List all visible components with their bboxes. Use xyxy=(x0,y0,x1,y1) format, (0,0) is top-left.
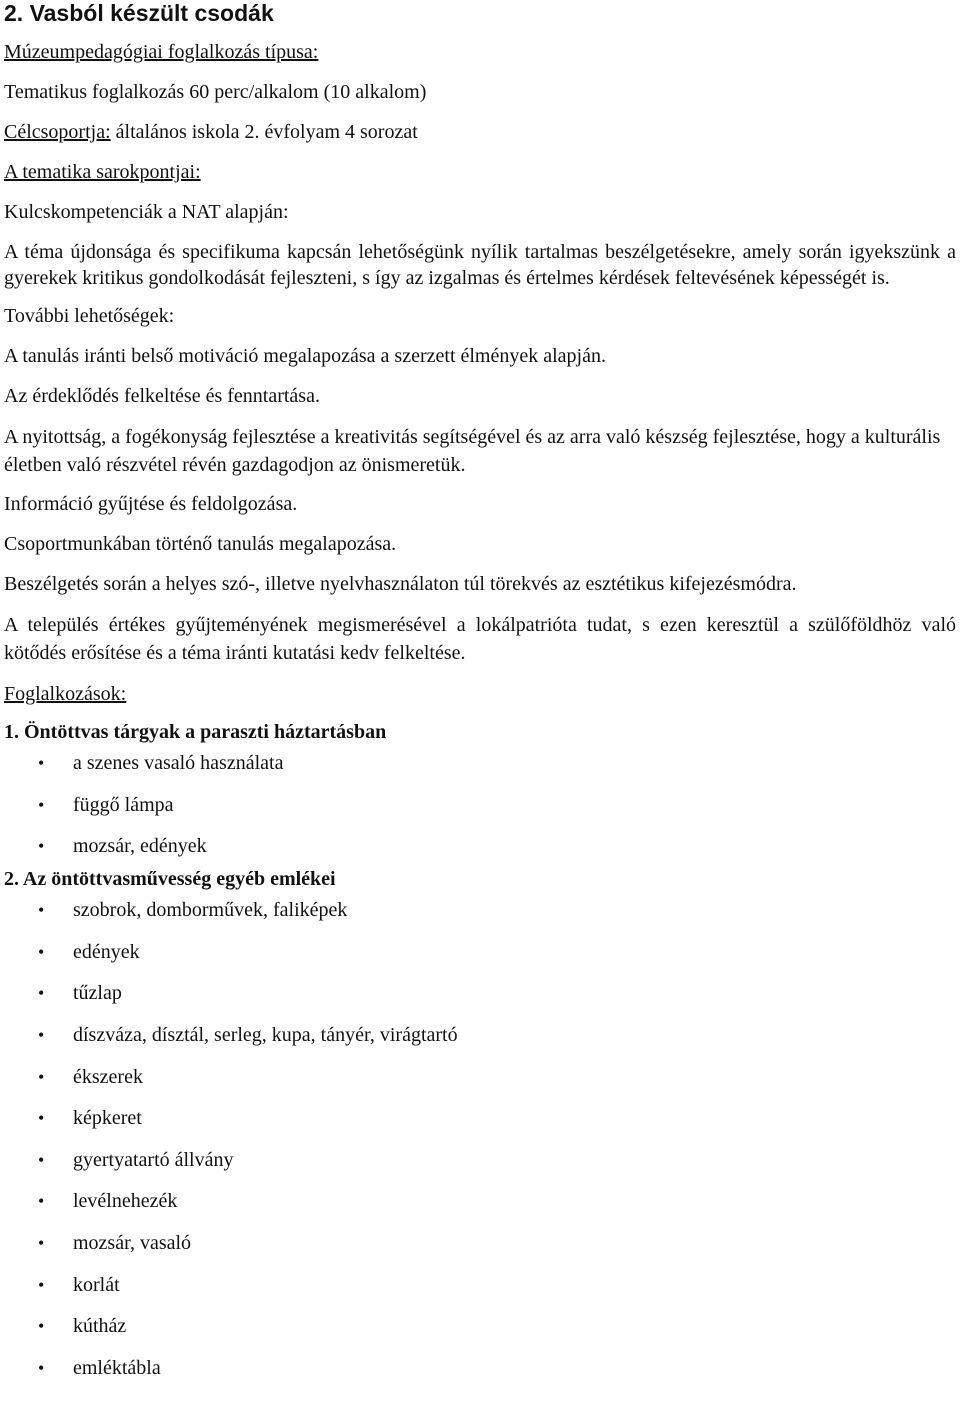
further-label: További lehetőségek: xyxy=(4,305,175,327)
list-item xyxy=(4,793,956,835)
list-item xyxy=(4,1273,956,1315)
focus-label: A tematika sarokpontjai: xyxy=(4,161,201,183)
bullet-icon: • xyxy=(38,983,45,1004)
list-item xyxy=(4,1231,956,1273)
list-item-text: korlát xyxy=(73,1273,120,1296)
bullet-icon: • xyxy=(38,836,45,857)
list-item xyxy=(4,898,956,940)
list-item-text: szobrok, domborművek, faliképek xyxy=(73,899,348,922)
possibilities-list xyxy=(4,343,956,667)
possibility-item: A nyitottság, a fogékonyság fejlesztése a kreativitás segítségével és az arra való készség fejlesztése, hogy a kulturális életben való részvétel révén gazdagodjon az önismeretük. xyxy=(4,426,941,476)
list-item xyxy=(4,1148,956,1190)
list-item xyxy=(4,1065,956,1107)
list-item-text: gyertyatartó állvány xyxy=(73,1148,234,1171)
list-item xyxy=(4,940,956,982)
target-value: általános iskola 2. évfolyam 4 sorozat xyxy=(110,121,418,143)
target-label: Célcsoportja: xyxy=(4,121,111,143)
document-page xyxy=(4,0,956,1382)
list-item-text: képkeret xyxy=(73,1107,142,1130)
list-item-text: edények xyxy=(73,940,140,963)
list-item-text: függő lámpa xyxy=(73,793,174,816)
bullet-icon: • xyxy=(38,1108,45,1129)
possibility-item: Információ gyűjtése és feldolgozása. xyxy=(4,493,298,515)
list-item-text: ékszerek xyxy=(73,1065,143,1088)
competences-label: Kulcskompetenciák a NAT alapján: xyxy=(4,201,289,223)
list-item-text: levélnehezék xyxy=(73,1190,178,1213)
bullet-icon: • xyxy=(38,794,45,815)
bullet-icon: • xyxy=(38,1024,45,1045)
list-item-text: mozsár, vasaló xyxy=(73,1231,192,1254)
type-label: Múzeumpedagógiai foglalkozás típusa: xyxy=(4,41,319,63)
bullet-icon: • xyxy=(38,1191,45,1212)
list-item xyxy=(4,1356,956,1382)
bullet-icon: • xyxy=(38,1316,45,1337)
document-title: 2. Vasból készült csodák xyxy=(4,0,274,26)
bullet-icon: • xyxy=(38,1066,45,1087)
list-item xyxy=(4,1023,956,1065)
bullet-icon: • xyxy=(38,900,45,921)
bullet-icon: • xyxy=(38,753,45,773)
possibility-item: Az érdeklődés felkeltése és fenntartása. xyxy=(4,385,320,407)
list-item-text: díszváza, dísztál, serleg, kupa, tányér, virágtartó xyxy=(73,1023,458,1046)
possibility-item: Csoportmunkában történő tanulás megalapozása. xyxy=(4,533,397,555)
intro-paragraph: A téma újdonsága és specifikuma kapcsán lehetőségünk nyílik tartalmas beszélgetésekre, amely során igyekszünk a gyerekek kritikus gondolkodását fejleszteni, s így az izgalmas és értelmes kérdések feltevésének képességét is. xyxy=(4,241,956,289)
type-value: Tematikus foglalkozás 60 perc/alkalom (10 alkalom) xyxy=(4,81,427,103)
list-item xyxy=(4,751,956,793)
list-item xyxy=(4,1106,956,1148)
list-item-text: tűzlap xyxy=(73,982,122,1005)
sessions-label: Foglalkozások: xyxy=(4,683,127,705)
bullet-icon: • xyxy=(38,1357,45,1378)
possibility-item: A település értékes gyűjteményének megismerésével a lokálpatrióta tudat, s ezen keresztül a szülőföldhöz való kötődés erősítése és a téma iránti kutatási kedv felkeltése. xyxy=(4,614,956,664)
bullet-icon: • xyxy=(38,941,45,962)
list-item xyxy=(4,834,956,866)
possibility-item: Beszélgetés során a helyes szó-, illetve nyelvhasználaton túl törekvés az esztétikus kifejezésmódra. xyxy=(4,573,797,595)
section-title: 2. Az öntöttvasművesség egyéb emlékei xyxy=(4,868,336,891)
section-1-list xyxy=(4,751,956,866)
list-item xyxy=(4,981,956,1023)
list-item-text: kútház xyxy=(73,1315,127,1338)
possibility-item: A tanulás iránti belső motiváció megalapozása a szerzett élmények alapján. xyxy=(4,345,606,367)
list-item-text: emléktábla xyxy=(73,1356,161,1379)
bullet-icon: • xyxy=(38,1232,45,1253)
list-item xyxy=(4,1189,956,1231)
section-title: 1. Öntöttvas tárgyak a paraszti háztartásban xyxy=(4,721,387,743)
bullet-icon: • xyxy=(38,1149,45,1170)
list-item-text: a szenes vasaló használata xyxy=(73,752,284,774)
bullet-icon: • xyxy=(38,1274,45,1295)
target-group xyxy=(4,119,956,145)
section-2-list xyxy=(4,898,956,1382)
list-item xyxy=(4,1314,956,1356)
list-item-text: mozsár, edények xyxy=(73,835,207,858)
